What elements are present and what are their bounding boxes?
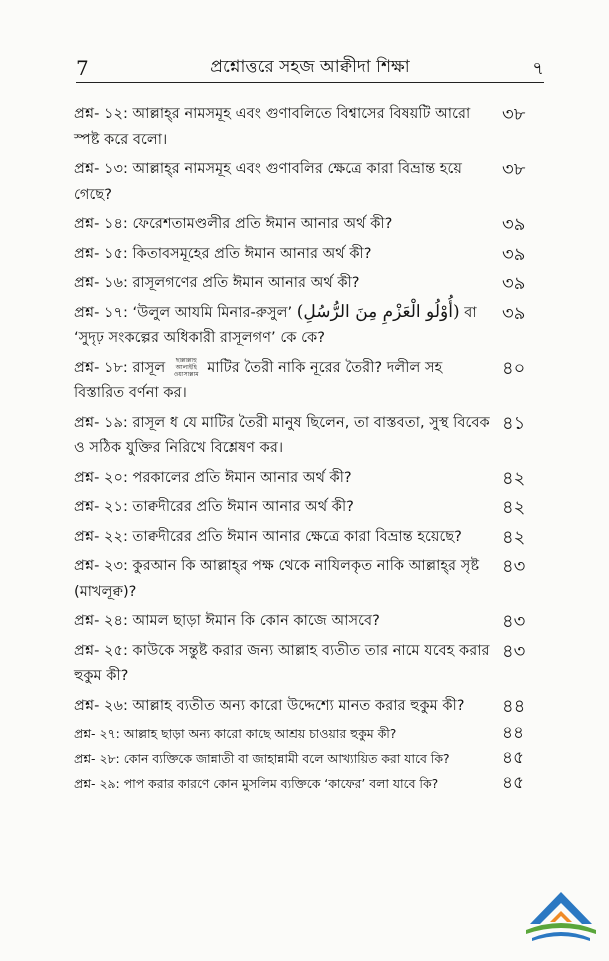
toc-question-text: আল্লাহ্‌র নামসমূহ এবং গুণাবলিতে বিশ্বাসের বিষয়টি আরো স্পষ্ট করে বলো। — [74, 105, 471, 148]
toc-question-number: প্রশ্ন- ২৭: — [74, 726, 120, 741]
toc-entry — [74, 524, 550, 550]
toc-entry — [74, 241, 550, 267]
toc-question-text: ‘উলুল আযমি মিনার-রুসুল’ — [132, 303, 293, 321]
toc-entry — [74, 722, 550, 745]
running-title: প্রশ্নোত্তরে সহজ আক্বীদা শিক্ষা — [210, 57, 410, 77]
toc-page-number: ৪০ — [502, 357, 526, 379]
toc-question-text: রাসূল ধ যে মাটির তৈরী মানুষ ছিলেন, তা বাস্তবতা, সুস্থ বিবেক ও সঠিক যুক্তির নিরিখে বিশ্লেষণ কর। — [74, 413, 490, 456]
toc-entry — [74, 494, 550, 520]
toc-question-text: বা ‘সুদৃঢ় সংকল্পের অধিকারী রাসূলগণ’ কে কে? — [74, 303, 477, 346]
toc-entry — [74, 410, 550, 461]
toc-entry — [74, 693, 550, 719]
page-number-bengali: ৭ — [532, 58, 544, 79]
toc-page-number: ৪৪ — [502, 695, 526, 717]
toc-question-number: প্রশ্ন- ২১: — [74, 498, 128, 515]
toc-question-text: তাক্বদীরের প্রতি ঈমান আনার ক্ষেত্রে কারা বিভ্রান্ত হয়েছে? — [132, 527, 462, 545]
toc-question-text: তাক্বদীরের প্রতি ঈমান আনার অর্থ কী? — [132, 498, 354, 515]
toc-question-text: রাসূলগণের প্রতি ঈমান আনার অর্থ কী? — [132, 274, 360, 291]
toc-question-text: পরকালের প্রতি ঈমান আনার অর্থ কী? — [132, 468, 352, 486]
toc-entry — [74, 465, 550, 491]
toc-page-number: ৪২ — [502, 467, 526, 489]
toc-page-number: ৪৩ — [502, 611, 526, 632]
toc-question-text: আল্লাহ্‌র নামসমূহ এবং গুণাবলির ক্ষেত্রে কারা বিভ্রান্ত হয়ে গেছে? — [74, 160, 462, 203]
toc-question-text: কিতাবসমূহের প্রতি ঈমান আনার অর্থ কী? — [132, 244, 372, 262]
toc-page-number: ৪৫ — [502, 748, 525, 768]
toc-page-number: ৩৯ — [502, 243, 526, 265]
toc-question-text: কোন ব্যক্তিকে জান্নাতী বা জাহান্নামী বলে আখ্যায়িত করা যাবে কি? — [123, 751, 450, 766]
toc-question-number: প্রশ্ন- ১৪: — [74, 215, 128, 232]
toc-question-number: প্রশ্ন- ২৫: — [74, 641, 128, 659]
toc-question-number: প্রশ্ন- ২৬: — [74, 696, 128, 714]
toc-entry — [74, 156, 550, 207]
toc-question-text: আল্লাহ ব্যতীত অন্য কারো উদ্দেশ্যে মানত করার হুকুম কী? — [132, 696, 465, 714]
page-header — [76, 52, 544, 83]
toc-page-number: ৪৫ — [502, 773, 525, 793]
honorific-calligraphy: ছাল্লাল্লাহু আলাইহি ওয়াসাল্লাম — [173, 357, 199, 378]
toc-page-number: ৪২ — [502, 526, 526, 548]
toc-entry — [74, 101, 550, 152]
toc-question-number: প্রশ্ন- ২২: — [74, 527, 128, 545]
toc-question-text: আল্লাহ ছাড়া অন্য কারো কাছে আশ্রয় চাওয়ার হুকুম কী? — [123, 726, 397, 741]
toc-page-number: ৩৮ — [502, 104, 526, 125]
toc-page-number: ৪৩ — [502, 640, 526, 662]
toc-question-text: মাটির তৈরী নাকি নূরের তৈরী? দলীল সহ বিস্তারিত বর্ণনা কর। — [74, 358, 443, 401]
toc-question-text: কাউকে সন্তুষ্ট করার জন্য আল্লাহ ব্যতীত তার নামে যবেহ করার হুকুম কী? — [74, 641, 490, 684]
toc-question-number: প্রশ্ন- ২৮: — [74, 751, 120, 766]
toc-question-number: প্রশ্ন- ১৩: — [74, 160, 128, 177]
logo-roof-shape — [530, 892, 592, 924]
arabic-phrase: (أُوْلُو الْعَزْمِ مِنَ الرُّسُلِ) — [296, 301, 460, 322]
toc-entry — [74, 211, 550, 237]
toc-entry — [74, 638, 550, 689]
logo-book-curve — [532, 932, 590, 941]
toc-question-number: প্রশ্ন- ২৯: — [74, 776, 120, 791]
toc-page-number: ৪১ — [502, 412, 526, 434]
toc-question-text: রাসূল — [132, 358, 166, 376]
toc-entry — [74, 270, 550, 296]
toc-page-number: ৩৯ — [502, 273, 526, 294]
toc-entry — [74, 355, 550, 406]
publisher-logo — [520, 886, 602, 946]
toc-question-number: প্রশ্ন- ১২: — [74, 105, 128, 122]
toc-entry — [74, 608, 550, 634]
toc-question-number: প্রশ্ন- ২৩: — [74, 557, 128, 574]
toc-question-text: আমল ছাড়া ঈমান কি কোন কাজে আসবে? — [132, 612, 380, 629]
toc-question-number: প্রশ্ন- ২০: — [74, 468, 128, 486]
page-number-latin: 7 — [76, 56, 89, 80]
toc-page-number: ৪৩ — [502, 556, 526, 577]
toc-entry — [74, 300, 550, 351]
toc-page-number: ৩৯ — [502, 214, 526, 235]
toc-question-number: প্রশ্ন- ১৮: — [74, 358, 128, 376]
toc-question-number: প্রশ্ন- ১৭: — [74, 303, 128, 321]
toc-page-number: ৪২ — [502, 497, 526, 518]
toc-page-number: ৩৮ — [502, 159, 526, 180]
toc-entry — [74, 772, 550, 795]
logo-inner-shape — [550, 911, 572, 922]
toc-question-number: প্রশ্ন- ১৫: — [74, 244, 128, 262]
toc-question-text: কুরআন কি আল্লাহ্‌র পক্ষ থেকে নাযিলকৃত নাকি আল্লাহ্‌র সৃষ্ট (মাখলূক্ব)? — [74, 557, 480, 600]
toc-entry — [74, 553, 550, 604]
toc-page-number: ৪৪ — [502, 723, 525, 743]
toc-question-number: প্রশ্ন- ১৯: — [74, 413, 128, 431]
toc-page-number: ৩৯ — [502, 302, 526, 324]
toc-entry — [74, 747, 550, 770]
toc-question-text: পাপ করার কারণে কোন মুসলিম ব্যক্তিকে ‘কাফের’ বলা যাবে কি? — [123, 776, 439, 791]
toc-question-text: ফেরেশতামণ্ডলীর প্রতি ঈমান আনার অর্থ কী? — [132, 215, 393, 232]
toc-question-number: প্রশ্ন- ২৪: — [74, 612, 128, 629]
toc-question-number: প্রশ্ন- ১৬: — [74, 274, 128, 291]
table-of-contents — [74, 101, 550, 797]
